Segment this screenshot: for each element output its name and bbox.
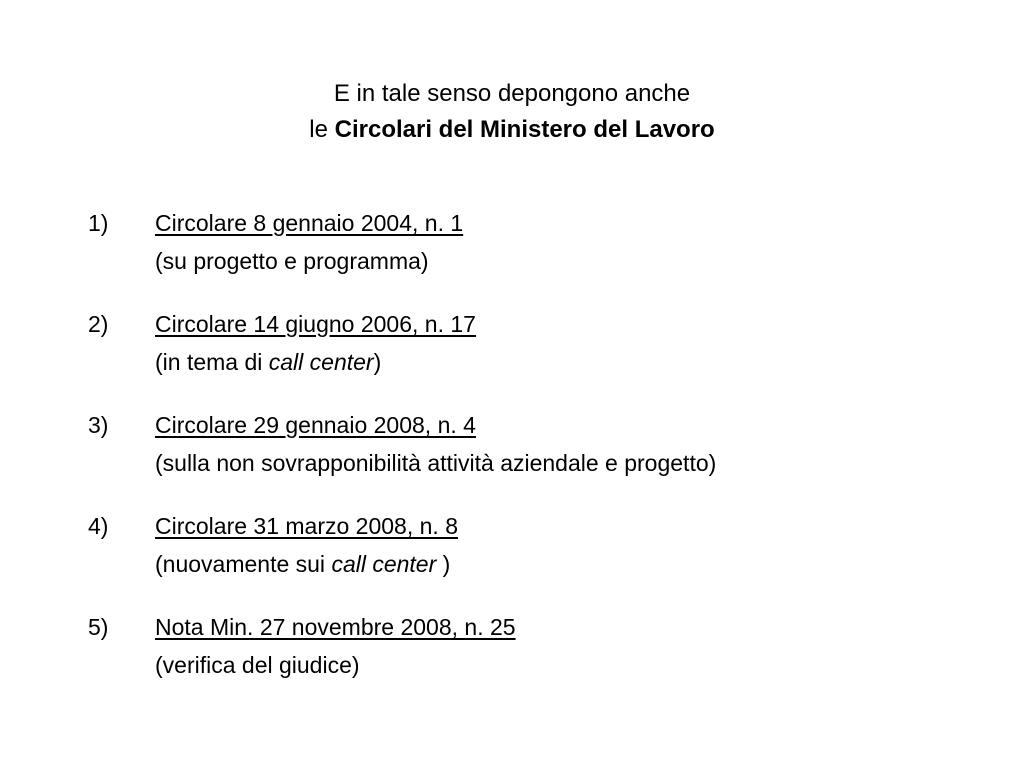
- list-item-description: [155, 242, 463, 280]
- list-item: [88, 406, 988, 507]
- list-item-number: 2): [88, 311, 109, 337]
- list-item-number: 4): [88, 513, 109, 539]
- desc-text: (sulla non sovrapponibilità attività aziendale e progetto): [155, 450, 717, 476]
- desc-italic: call center: [331, 551, 437, 577]
- list-item: [88, 507, 988, 608]
- list-item-description: [155, 444, 716, 482]
- list-item-reference: Circolare 31 marzo 2008, n. 8: [155, 513, 458, 539]
- list-item-description: [155, 646, 516, 684]
- list-item-body: [155, 204, 463, 280]
- desc-italic: call center: [268, 349, 374, 375]
- desc-text: (su progetto e programma): [155, 248, 429, 274]
- title-line-2: [0, 112, 1024, 148]
- title-line-2-prefix: le: [309, 116, 328, 143]
- circular-list: [88, 204, 988, 709]
- slide-title: [0, 76, 1024, 148]
- desc-text: (in tema di: [155, 349, 263, 375]
- list-item: [88, 305, 988, 406]
- list-item-body: [155, 406, 716, 482]
- list-item-description: [155, 343, 476, 381]
- list-item-reference: Circolare 14 giugno 2006, n. 17: [155, 311, 476, 337]
- desc-text-after: ): [436, 551, 451, 577]
- list-item-number: 5): [88, 614, 109, 640]
- list-item: [88, 204, 988, 305]
- list-item-body: [155, 305, 476, 381]
- list-item-body: [155, 507, 458, 583]
- list-item-description: [155, 545, 458, 583]
- list-item-reference: Circolare 8 gennaio 2004, n. 1: [155, 210, 464, 236]
- title-line-2-bold: Circolari del Ministero del Lavoro: [334, 116, 715, 143]
- list-item: [88, 608, 988, 709]
- list-item-number: 3): [88, 412, 109, 438]
- desc-text: (nuovamente sui: [155, 551, 326, 577]
- list-item-body: [155, 608, 516, 684]
- desc-text: (verifica del giudice): [155, 652, 360, 678]
- list-item-number: 1): [88, 210, 109, 236]
- list-item-reference: Circolare 29 gennaio 2008, n. 4: [155, 412, 476, 438]
- desc-text-after: ): [373, 349, 382, 375]
- list-item-reference: Nota Min. 27 novembre 2008, n. 25: [155, 614, 516, 640]
- title-line-1: E in tale senso depongono anche: [333, 80, 691, 107]
